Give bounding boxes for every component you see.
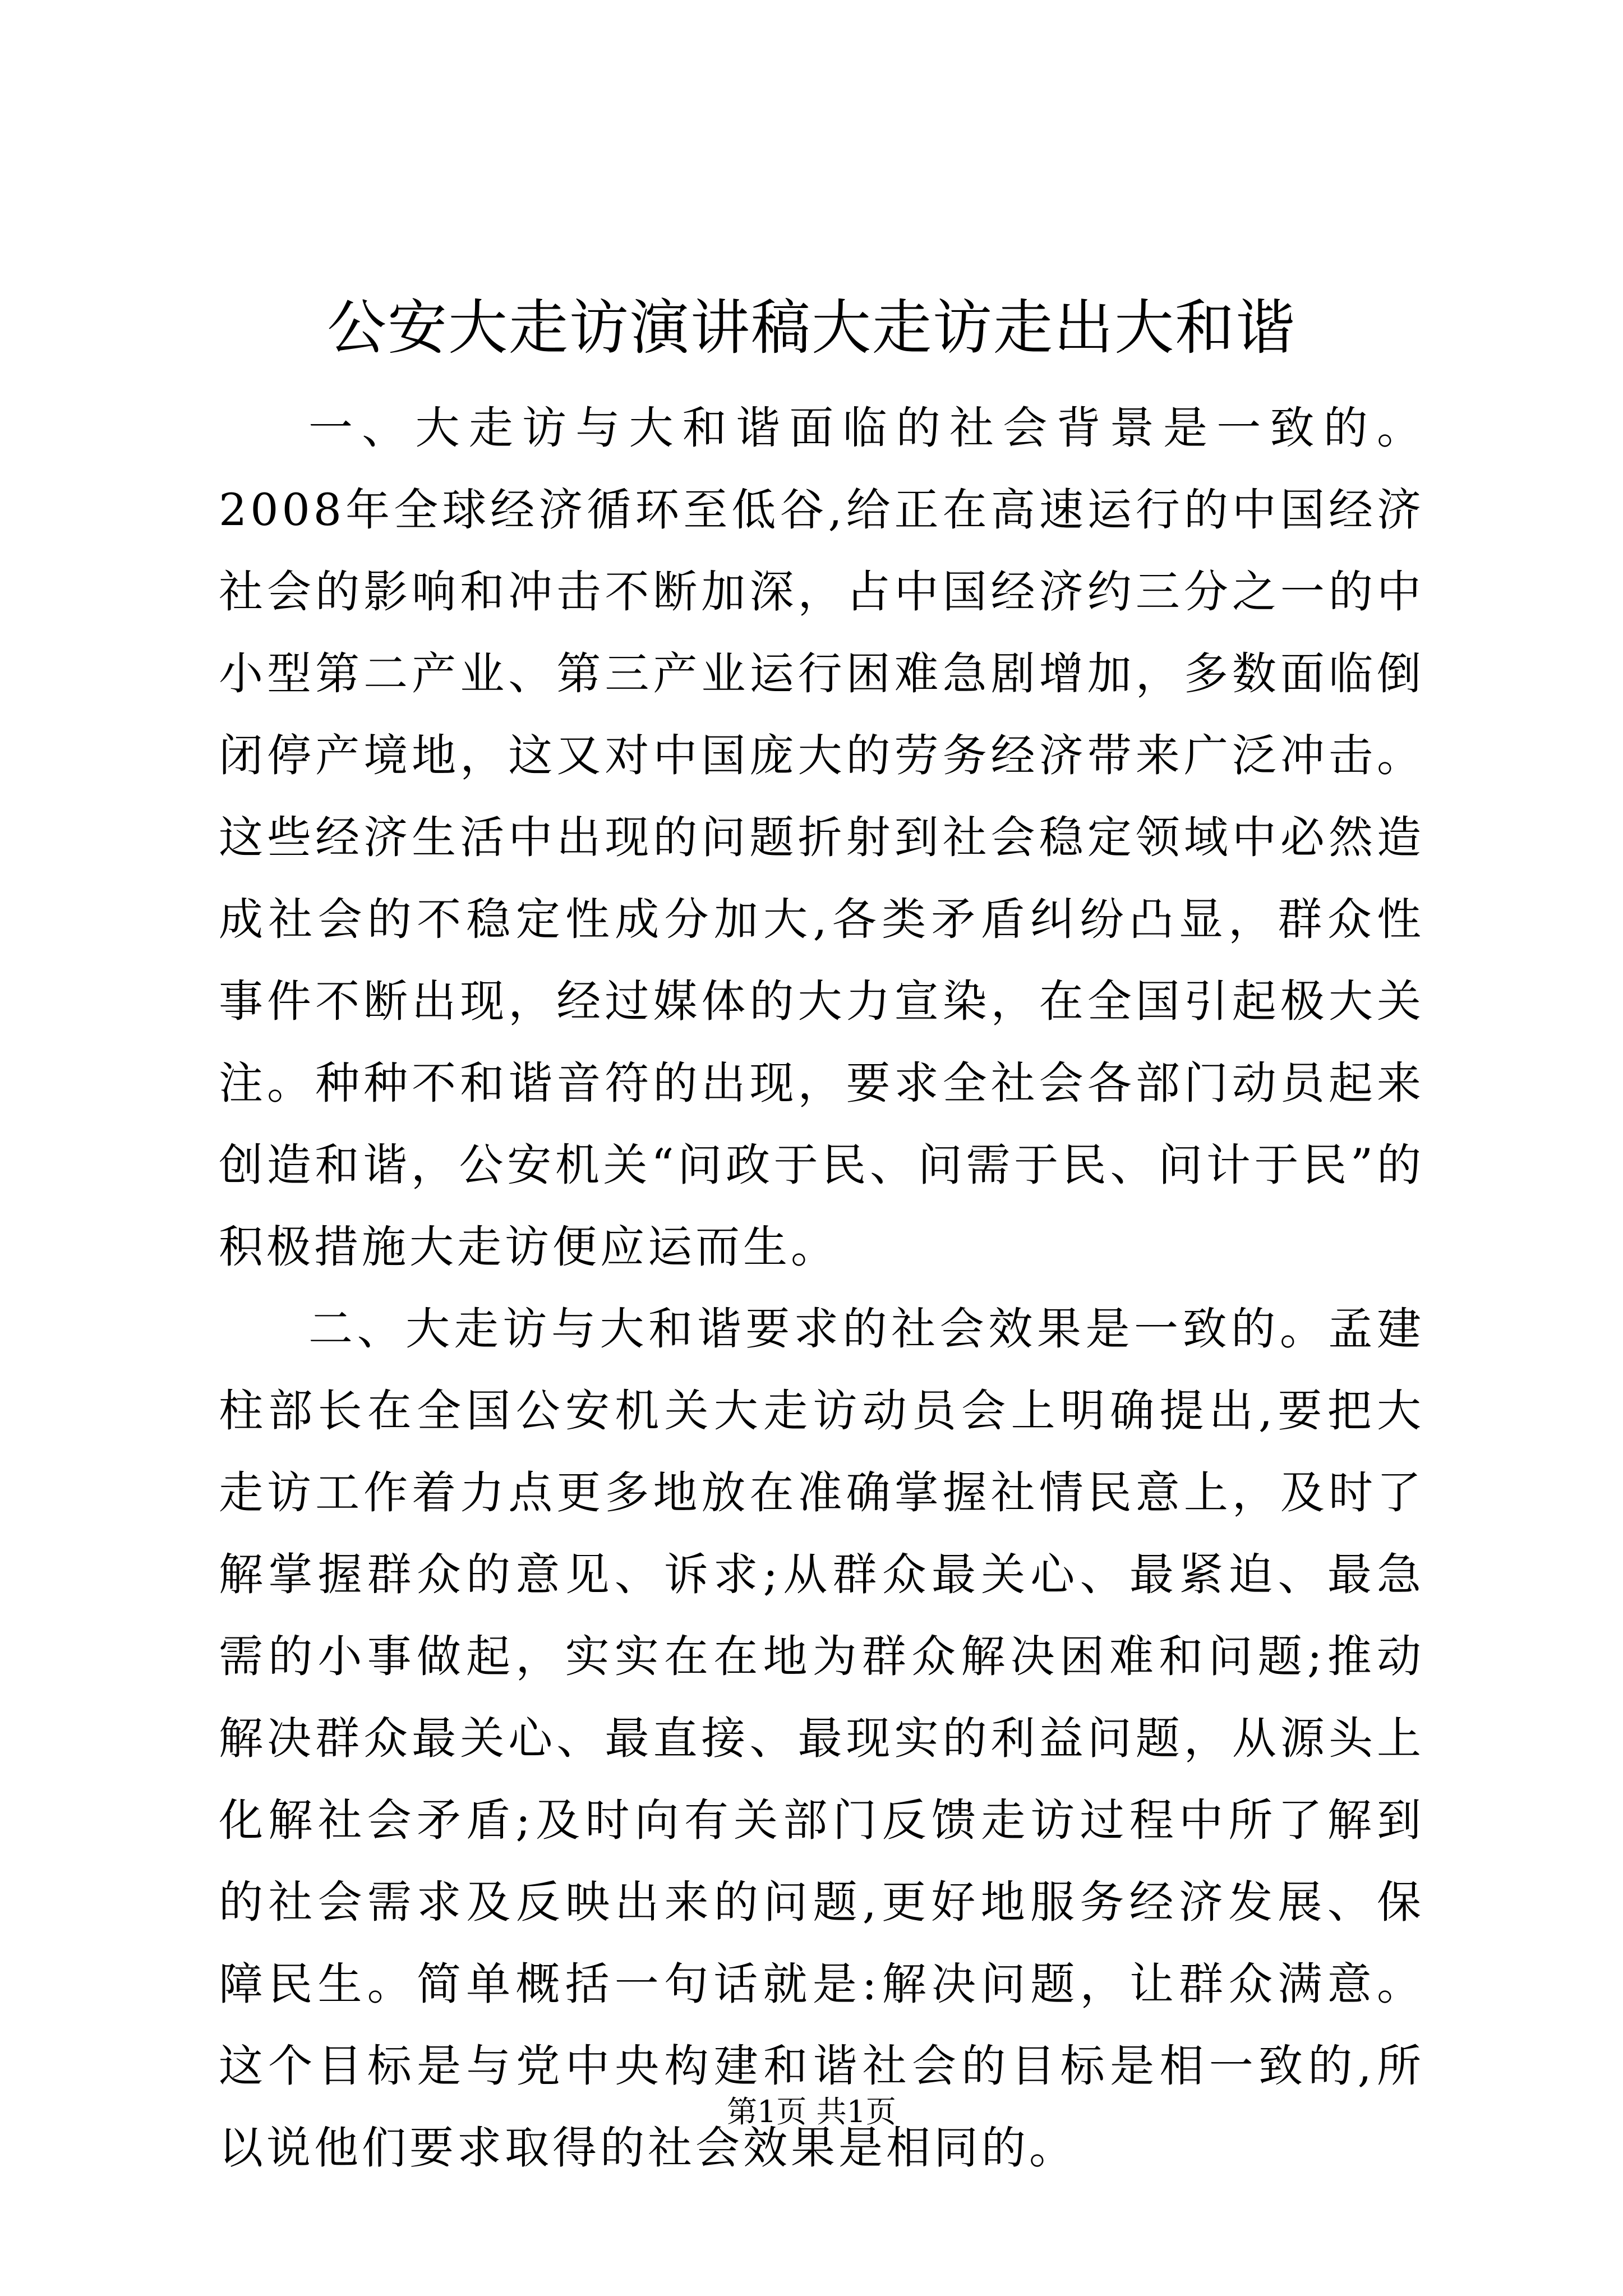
document-body <box>219 387 1424 2189</box>
paragraph-2: 二、大走访与大和谐要求的社会效果是一致的。孟建柱部长在全国公安机关大走访动员会上明确提出,要把大走访工作着力点更多地放在准确掌握社情民意上，及时了解掌握群众的意见、诉求;从群众最关心、最紧迫、最急需的小事做起，实实在在地为群众解决困难和问题;推动解决群众最关心、最直接、最现实的利益问题，从源头上化解社会矛盾;及时向有关部门反馈走访过程中所了解到的社会需求及反映出来的问题,更好地服务经济发展、保障民生。简单概括一句话就是:解决问题，让群众满意。这个目标是与党中央构建和谐社会的目标是相一致的,所以说他们要求取得的社会效果是相同的。 <box>219 1303 1424 2174</box>
paragraph-1: 一、大走访与大和谐面临的社会背景是一致的。2008年全球经济循环至低谷,给正在高速运行的中国经济社会的影响和冲击不断加深，占中国经济约三分之一的中小型第二产业、第三产业运行困难急剧增加，多数面临倒闭停产境地，这又对中国庞大的劳务经济带来广泛冲击。这些经济生活中出现的问题折射到社会稳定领域中必然造成社会的不稳定性成分加大,各类矛盾纠纷凸显，群众性事件不断出现，经过媒体的大力宣染，在全国引起极大关注。种种不和谐音符的出现，要求全社会各部门动员起来创造和谐，公安机关“问政于民、问需于民、问计于民”的积极措施大走访便应运而生。 <box>219 402 1424 1273</box>
document-title: 公安大走访演讲稿大走访走出大和谐 <box>327 293 1296 362</box>
page-footer: 第1页 共1页 <box>727 2094 896 2129</box>
